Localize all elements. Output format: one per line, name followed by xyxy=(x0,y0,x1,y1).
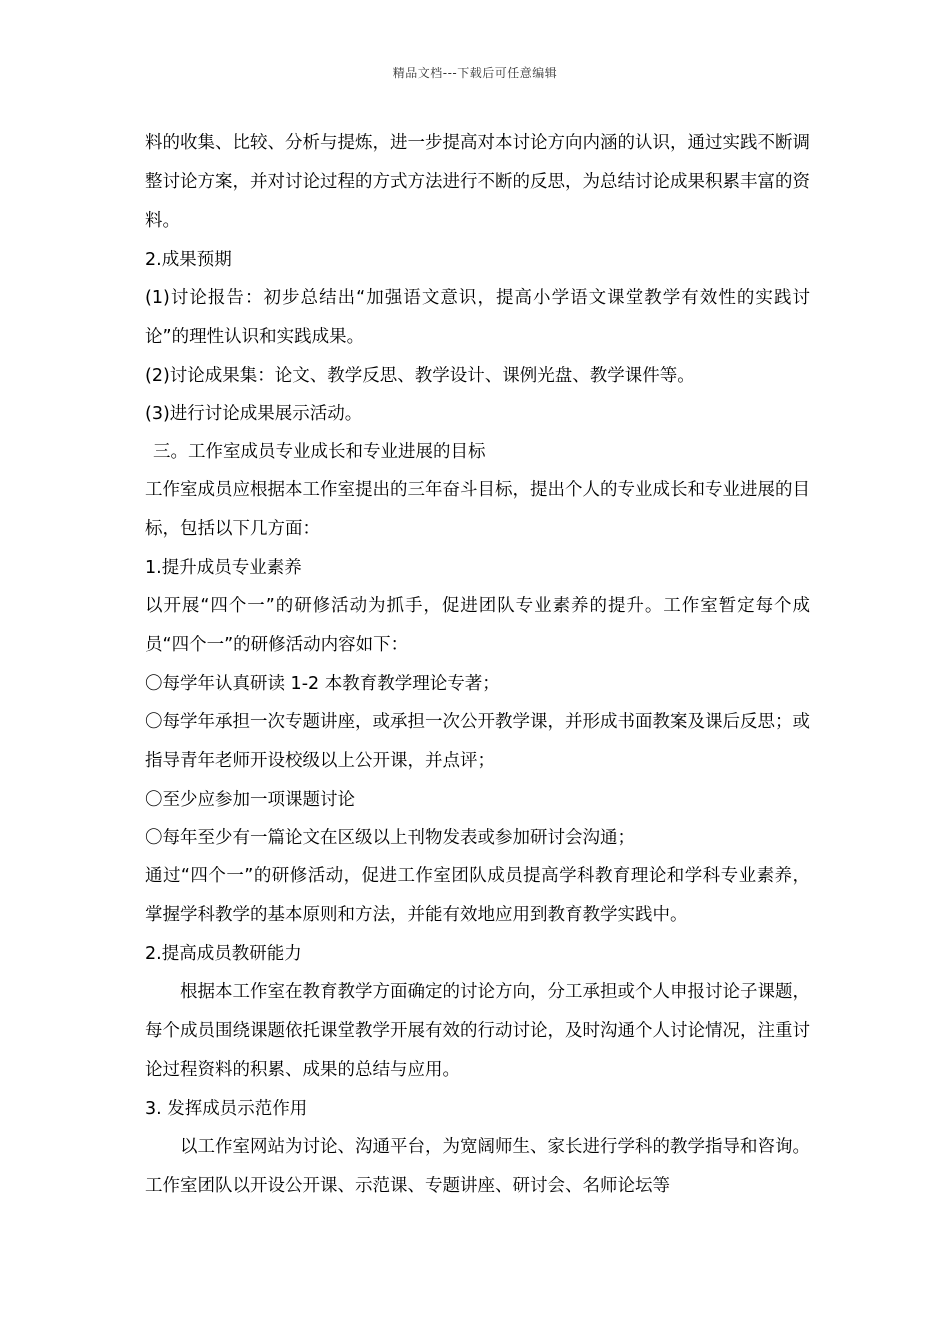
paragraph-research-ability: 根据本工作室在教育教学方面确定的讨论方向，分工承担或个人申报讨论子课题，每个成员围绕课题依托课堂教学开展有效的行动讨论，及时沟通个人讨论情况，注重讨论过程资料的积累、成果的总结与应用。 xyxy=(145,982,810,1080)
bullet-paper: 〇每年至少有一篇论文在区级以上刊物发表或参加研讨会沟通； xyxy=(145,828,635,848)
heading-demonstration-role: 3. 发挥成员示范作用 xyxy=(145,1099,308,1119)
list-item-report: (1)讨论报告：初步总结出“加强语文意识，提高小学语文课堂教学有效性的实践讨论”的理性认识和实践成果。 xyxy=(145,288,810,347)
heading-professional-literacy: 1.提升成员专业素养 xyxy=(145,558,302,578)
list-item-collection: (2)讨论成果集：论文、教学反思、教学设计、课例光盘、教学课件等。 xyxy=(145,366,695,386)
paragraph-materials: 料的收集、比较、分析与提炼，进一步提高对本讨论方向内涵的认识，通过实践不断调整讨论方案，并对讨论过程的方式方法进行不断的反思，为总结讨论成果积累丰富的资料。 xyxy=(145,133,810,231)
paragraph-four-ones: 以开展“四个一”的研修活动为抓手，促进团队专业素养的提升。工作室暂定每个成员“四个一”的研修活动内容如下： xyxy=(145,596,810,655)
list-item-showcase: (3)进行讨论成果展示活动。 xyxy=(145,404,363,424)
paragraph-goals-intro: 工作室成员应根据本工作室提出的三年奋斗目标，提出个人的专业成长和专业进展的目标，包括以下几方面： xyxy=(145,480,810,539)
document-body xyxy=(145,124,810,1206)
heading-research-ability: 2.提高成员教研能力 xyxy=(145,944,302,964)
heading-expected-results: 2.成果预期 xyxy=(145,250,232,270)
section-heading-three: 三。工作室成员专业成长和专业进展的目标 xyxy=(153,442,486,462)
bullet-research-topic: 〇至少应参加一项课题讨论 xyxy=(145,790,355,810)
bullet-reading: 〇每学年认真研读 1-2 本教育教学理论专著； xyxy=(145,674,500,694)
page-header: 精品文档---下载后可任意编辑 xyxy=(392,66,558,80)
paragraph-four-ones-summary: 通过“四个一”的研修活动，促进工作室团队成员提高学科教育理论和学科专业素养，掌握学科教学的基本原则和方法，并能有效地应用到教育教学实践中。 xyxy=(145,866,810,925)
bullet-lecture: 〇每学年承担一次专题讲座，或承担一次公开教学课，并形成书面教案及课后反思；或指导青年老师开设校级以上公开课，并点评； xyxy=(145,712,810,771)
paragraph-demonstration-role: 以工作室网站为讨论、沟通平台，为宽阔师生、家长进行学科的教学指导和咨询。工作室团队以开设公开课、示范课、专题讲座、研讨会、名师论坛等 xyxy=(145,1137,810,1196)
